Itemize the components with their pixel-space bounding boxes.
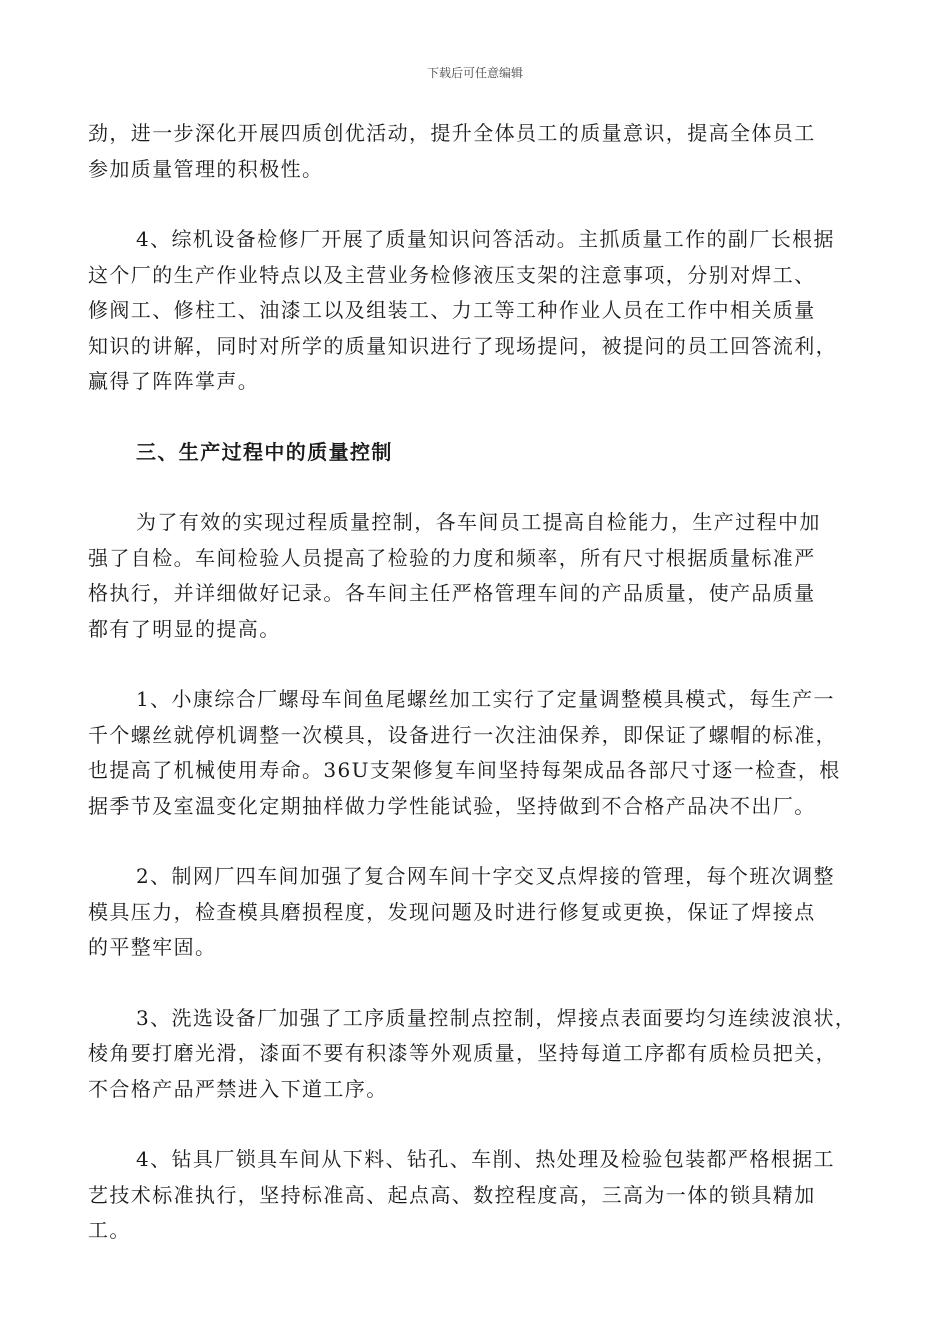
text-line: 强了自检。车间检验人员提高了检验的力度和频率，所有尺寸根据质量标准严 [88,545,816,570]
text-line: 2、制网厂四车间加强了复合网车间十字交叉点焊接的管理，每个班次调整 [136,864,835,888]
text-line: 1、小康综合厂螺母车间鱼尾螺丝加工实行了定量调整模具模式，每生产一 [136,687,835,711]
section-heading: 三、生产过程中的质量控制 [136,439,393,464]
paragraph-item-1 [88,682,864,824]
text-line: 4、钻具厂锁具车间从下料、钻孔、车削、热处理及检验包装都严格根据工 [136,1147,835,1171]
text-line: 知识的讲解，同时对所学的质量知识进行了现场提问，被提问的员工回答流利， [88,333,837,358]
text-line: 格执行，并详细做好记录。各车间主任严格管理车间的产品质量，使产品质量 [88,581,816,605]
paragraph-intro [88,505,864,647]
text-line: 都有了明显的提高。 [88,616,281,641]
paragraph-item-2 [88,859,864,966]
text-line: 工。 [88,1218,131,1242]
text-line: 艺技术标准执行，坚持标准高、起点高、数控程度高，三高为一体的锁具精加 [88,1182,816,1207]
document-body [88,116,864,1284]
text-line: 这个厂的生产作业特点以及主营业务检修液压支架的注意事项，分别对焊工、 [88,262,816,287]
page-header: 下载后可任意编辑 [426,66,523,80]
text-line: 不合格产品严禁进入下道工序。 [88,1076,388,1101]
paragraph-item-4-drilling [88,1142,864,1249]
text-line: 劲，进一步深化开展四质创优活动，提升全体员工的质量意识，提高全体员工 [88,121,816,145]
paragraph-item-4-inspection [88,222,864,400]
text-line: 的平整牢固。 [88,935,217,959]
text-line: 棱角要打磨光滑，漆面不要有积漆等外观质量，坚持每道工序都有质检员把关， [88,1041,837,1065]
text-line: 赢得了阵阵掌声。 [88,369,260,393]
text-line: 据季节及室温变化定期抽样做力学性能试验，坚持做到不合格产品决不出厂。 [88,793,816,818]
paragraph-item-3 [88,1001,864,1108]
text-line: 为了有效的实现过程质量控制，各车间员工提高自检能力，生产过程中加 [136,510,821,534]
text-line: 参加质量管理的积极性。 [88,156,324,181]
text-line: 千个螺丝就停机调整一次模具，设备进行一次注油保养，即保证了螺帽的标准， [88,722,837,747]
text-line: 4、综机设备检修厂开展了质量知识问答活动。主抓质量工作的副厂长根据 [136,227,835,251]
paragraph-continuation [88,116,864,187]
text-line: 修阀工、修柱工、油漆工以及组装工、力工等工种作业人员在工作中相关质量 [88,298,816,322]
text-line: 3、洗选设备厂加强了工序质量控制点控制，焊接点表面要均匀连续波浪状， [136,1005,857,1030]
text-line: 也提高了机械使用寿命。36U支架修复车间坚持每架成品各部尺寸逐一检查，根 [88,758,841,782]
text-line: 模具压力，检查模具磨损程度，发现问题及时进行修复或更换，保证了焊接点 [88,899,816,924]
